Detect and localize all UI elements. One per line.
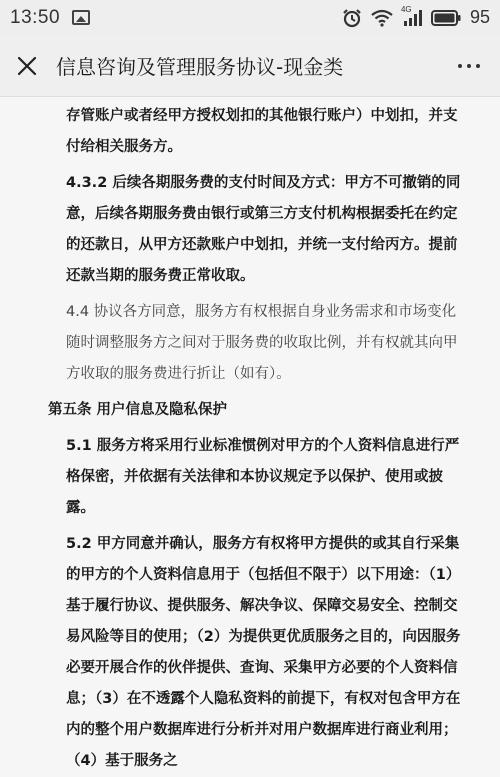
- network-type-label: 4G: [400, 4, 412, 14]
- battery-percentage: 95: [469, 7, 490, 27]
- alarm-icon: [342, 8, 362, 28]
- status-icons: [342, 4, 490, 28]
- paragraph-4-3-1-tail: 存管账户或者经甲方授权划扣的其他银行账户）中划扣，并支付给相关服务方。: [66, 108, 458, 155]
- wifi-icon: [371, 9, 393, 27]
- more-options-button[interactable]: [452, 51, 486, 81]
- status-bar: [0, 0, 500, 35]
- app-header: [0, 35, 500, 97]
- agreement-content[interactable]: [0, 97, 500, 769]
- signal-icon: [400, 4, 422, 27]
- page-title: 信息咨询及管理服务协议-现金类: [56, 55, 344, 79]
- close-button[interactable]: [12, 51, 42, 81]
- status-time: 13:50: [10, 6, 61, 28]
- more-dots-icon: [458, 64, 462, 68]
- paragraph-4-4: 4.4 协议各方同意，服务方有权根据自身业务需求和市场变化随时调整服务方之间对于服务费的收取比例，并有权就其向甲方收取的服务费进行折让（如有）。: [66, 304, 458, 382]
- paragraph-5-1: 5.1 服务方将采用行业标准惯例对甲方的个人资料信息进行严格保密，并依据有关法律和本协议规定予以保护、使用或披露。: [66, 438, 460, 516]
- more-dot: [476, 64, 480, 68]
- image-icon: [72, 10, 90, 25]
- section-heading-5: 第五条 用户信息及隐私保护: [48, 402, 228, 418]
- more-dot: [467, 64, 471, 68]
- battery-icon: [431, 10, 461, 26]
- close-icon: [17, 56, 37, 76]
- paragraph-5-2: 5.2 甲方同意并确认，服务方有权将甲方提供的或其自行采集的甲方的个人资料信息用于（包括但不限于）以下用途：（1）基于履行协议、提供服务、解决争议、保障交易安全、控制交易风险等目的使用；（2）为提供更优质服务之目的，向因服务必要开展合作的伙伴提供、查询、采集甲方必要的个人资料信息；（3）在不透露个人隐私资料的前提下，有权对包含甲方在内的整个用户数据库进行分析并对用户数据库进行商业利用；（4）基于服务之: [66, 536, 461, 769]
- paragraph-4-3-2: 4.3.2 后续各期服务费的支付时间及方式：甲方不可撤销的同意，后续各期服务费由银行或第三方支付机构根据委托在约定的还款日，从甲方还款账户中划扣，并统一支付给丙方。提前还款当期的服务费正常收取。: [66, 175, 461, 284]
